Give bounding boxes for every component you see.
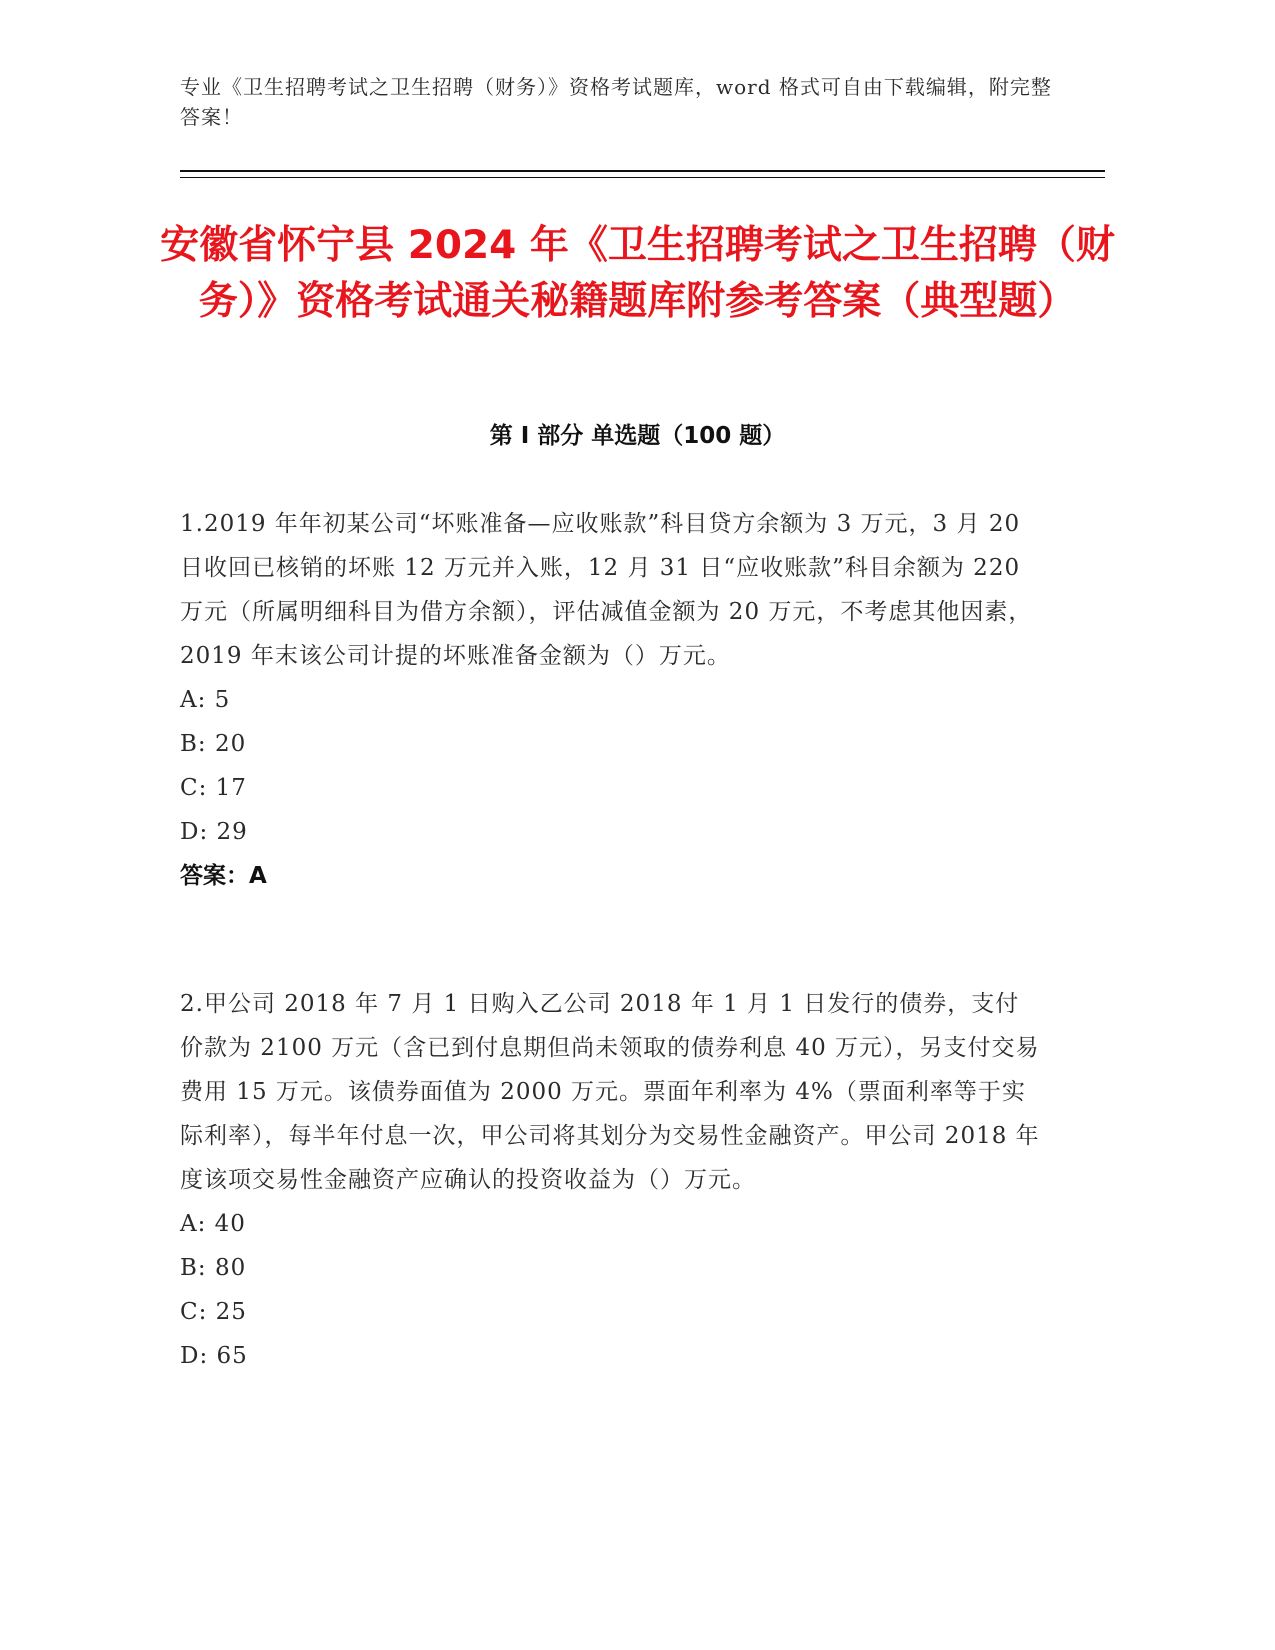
question-2	[180, 982, 1040, 1378]
option-c: C: 17	[180, 775, 247, 801]
option-a: A: 40	[180, 1211, 246, 1237]
header-note: 专业《卫生招聘考试之卫生招聘（财务）》资格考试题库，word 格式可自由下载编辑，附完整答案！	[180, 75, 1052, 129]
question-stem: 2.甲公司 2018 年 7 月 1 日购入乙公司 2018 年 1 月 1 日发行的债券，支付价款为 2100 万元（含已到付息期但尚未领取的债券利息 40 万元），另支付交易费用 15 万元。该债券面值为 2000 万元。票面年利率为 4%（票面利率等于实际利率），每半年付息一次，甲公司将其划分为交易性金融资产。甲公司 2018 年度该项交易性金融资产应确认的投资收益为（）万元。	[180, 991, 1040, 1193]
question-stem: 1.2019 年年初某公司“坏账准备—应收账款”科目贷方余额为 3 万元，3 月 20 日收回已核销的坏账 12 万元并入账，12 月 31 日“应收账款”科目余额为 220 万元（所属明细科目为借方余额），评估减值金额为 20 万元，不考虑其他因素，2019 年末该公司计提的坏账准备金额为（）万元。	[180, 511, 1033, 669]
option-b: B: 80	[180, 1255, 247, 1281]
answer-line: 答案：A	[180, 863, 267, 889]
section-title: 第 I 部分 单选题（100 题）	[489, 423, 786, 449]
header-rule-thin	[180, 177, 1105, 178]
document-title: 安徽省怀宁县 2024 年《卫生招聘考试之卫生招聘（财务）》资格考试通关秘籍题库附参考答案（典型题）	[160, 223, 1115, 324]
option-d: D: 29	[180, 819, 248, 845]
option-b: B: 20	[180, 731, 247, 757]
option-d: D: 65	[180, 1343, 248, 1369]
option-c: C: 25	[180, 1299, 247, 1325]
question-1	[180, 502, 1040, 898]
option-a: A: 5	[180, 687, 231, 713]
header-rule-thick	[180, 170, 1105, 172]
